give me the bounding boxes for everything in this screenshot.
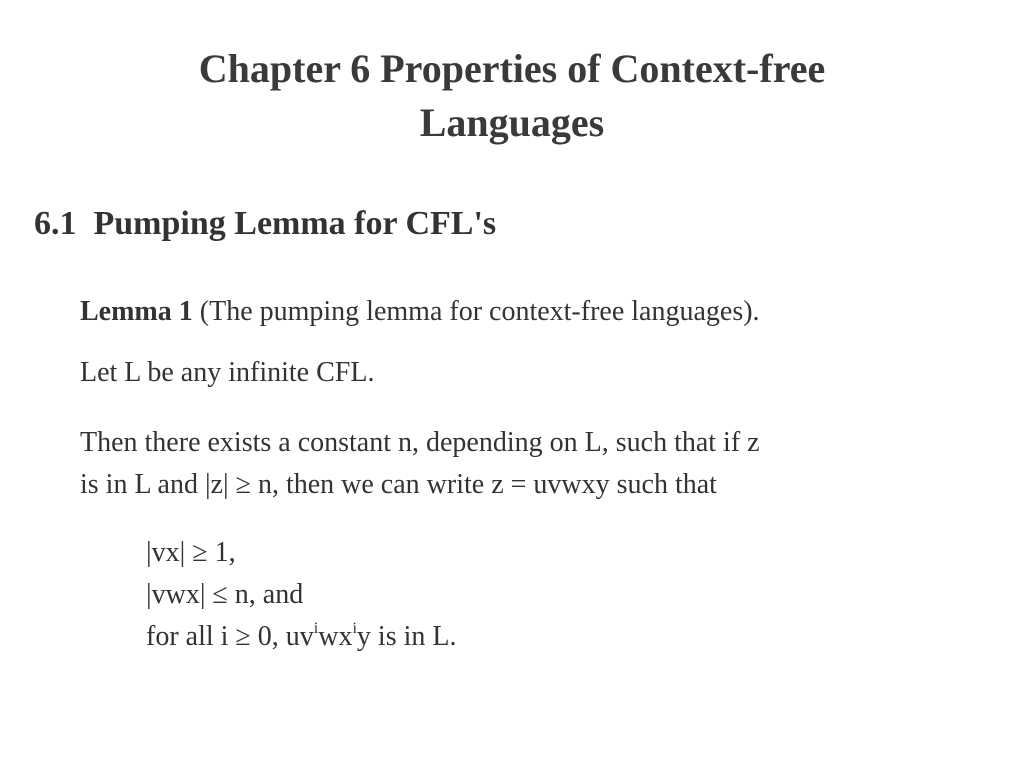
then-statement xyxy=(80,422,940,506)
slide-title xyxy=(0,42,1024,150)
then-statement-line-1: Then there exists a constant n, depending on L, such that if z xyxy=(80,427,760,458)
lemma-label: Lemma 1 xyxy=(80,296,193,327)
lemma-description: (The pumping lemma for context-free languages). xyxy=(192,296,760,327)
slide-title-line-1: Chapter 6 Properties of Context-free xyxy=(198,46,826,91)
lemma-statement xyxy=(80,291,760,333)
slide-title-line-2: Languages xyxy=(419,100,605,145)
conditions-list xyxy=(146,532,456,658)
condition-3-prefix: for all i ≥ 0, uv xyxy=(146,621,314,652)
condition-3-mid: wx xyxy=(318,621,353,652)
condition-1: |vx| ≥ 1, xyxy=(146,537,236,568)
condition-2: |vwx| ≤ n, and xyxy=(146,579,304,610)
let-statement: Let L be any infinite CFL. xyxy=(80,357,375,388)
condition-3 xyxy=(146,616,456,658)
condition-3-superscript-1: i xyxy=(313,619,319,637)
condition-3-superscript-2: i xyxy=(352,619,357,637)
condition-3-suffix: y is in L. xyxy=(356,621,457,652)
then-statement-line-2: is in L and |z| ≥ n, then we can write z = uvwxy such that xyxy=(80,469,717,500)
section-heading: 6.1 Pumping Lemma for CFL's xyxy=(34,205,497,242)
